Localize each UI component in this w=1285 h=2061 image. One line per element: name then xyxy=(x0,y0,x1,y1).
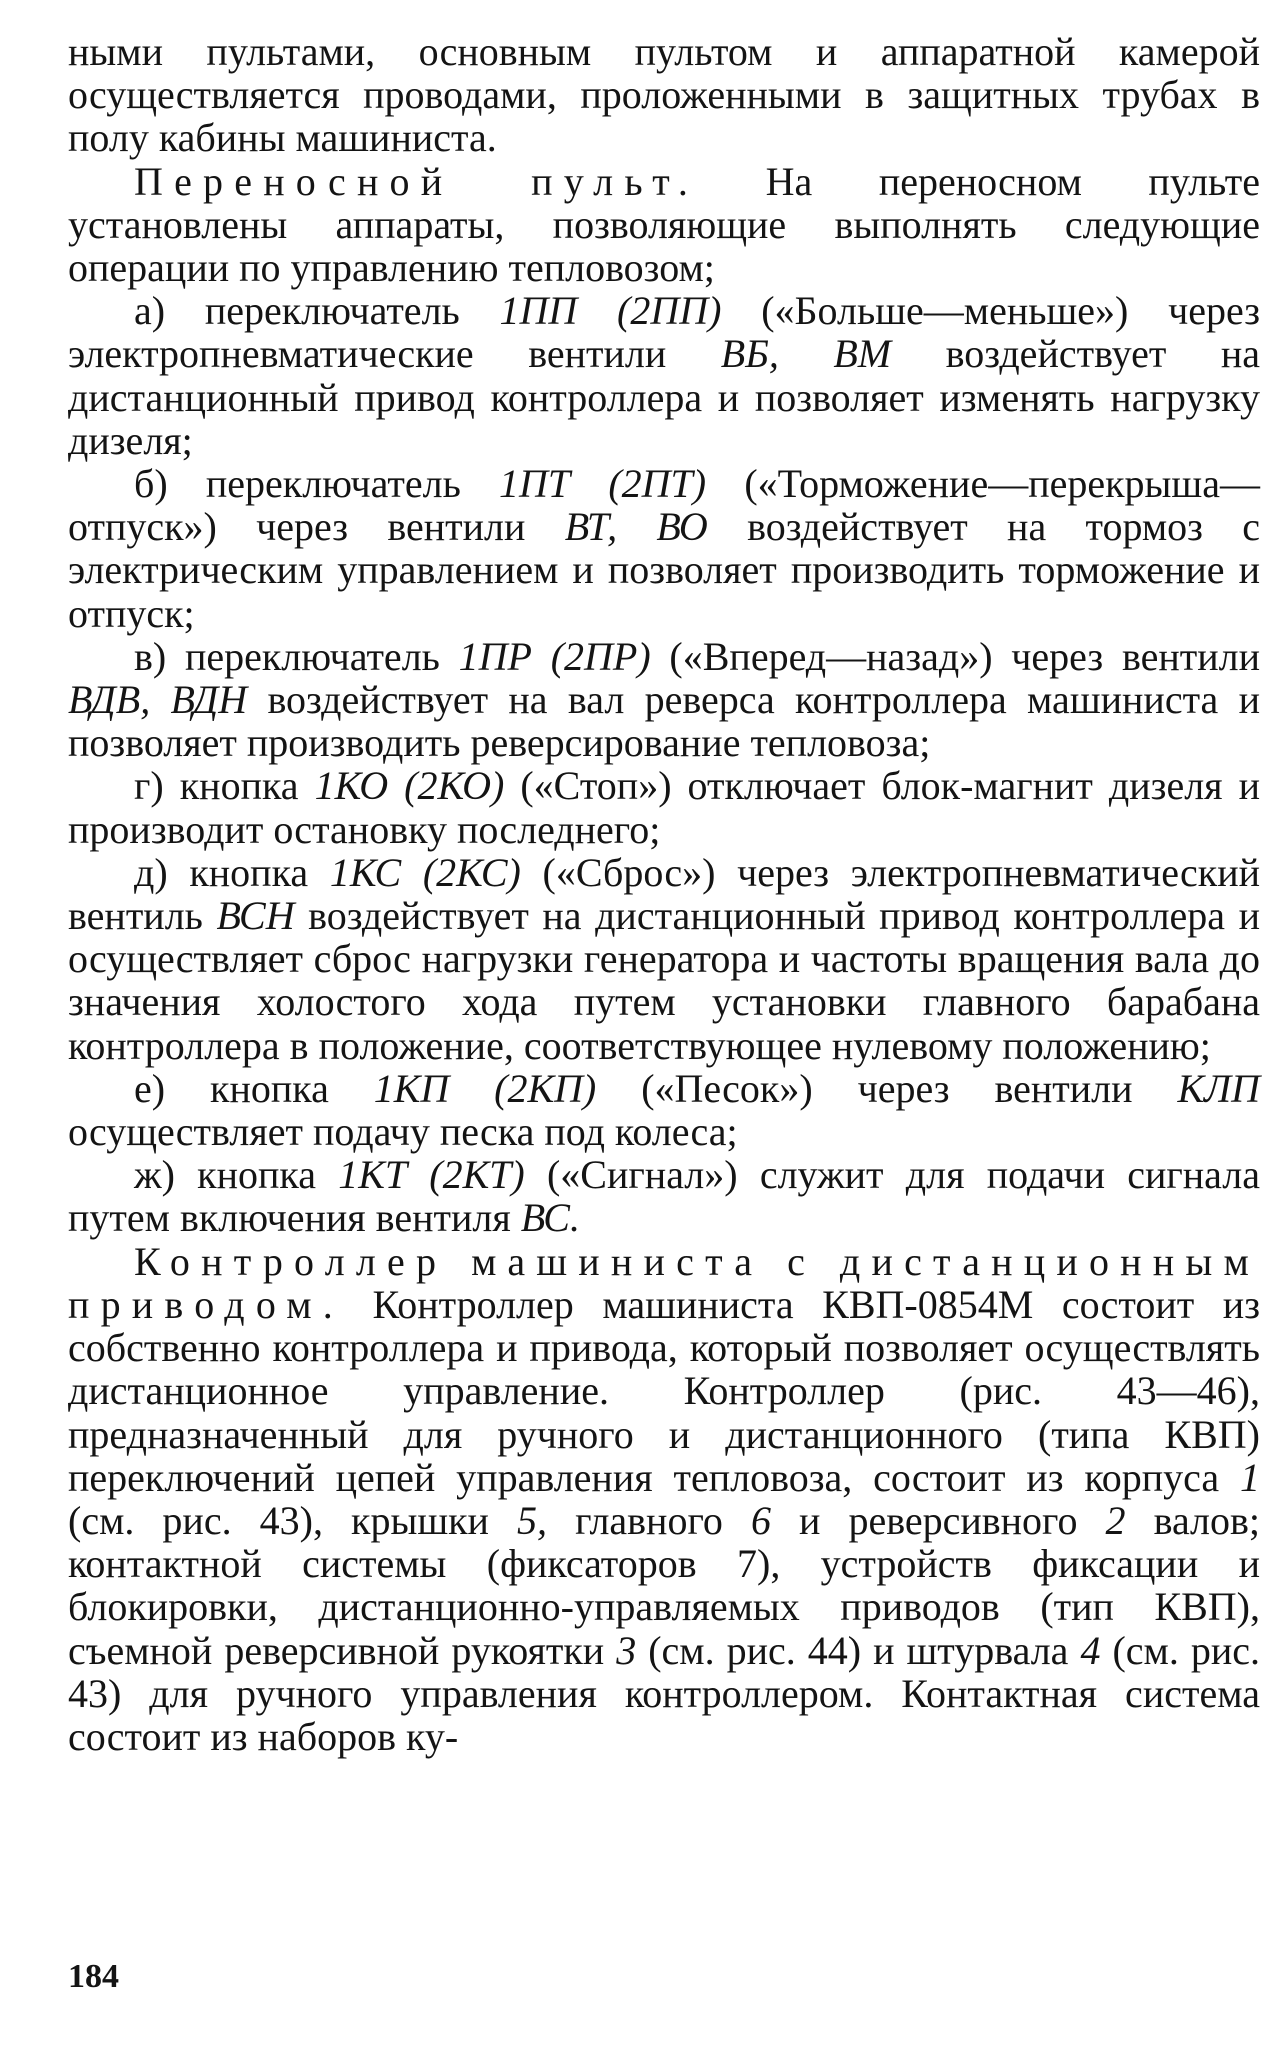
italic-ref: ВС. xyxy=(520,1195,580,1241)
text-run: а) переключатель xyxy=(134,288,500,334)
text-run: («Сброс») через электропневматический вентиль xyxy=(68,849,1261,939)
run-in-heading: Контроллер машиниста с дистанционным приводом. xyxy=(68,1238,1260,1327)
italic-ref: 1ПП (2ПП) xyxy=(499,288,722,334)
text-run: е) кнопка xyxy=(134,1065,374,1111)
text-run: б) переключатель xyxy=(134,461,500,507)
text-run: Контроллер машиниста КВП-0854М состоит из собственно контроллера и привода, который позволяет осуществлять дистанционное управление. Контроллер (рис. 43—46), предназначенный для ручного и дистанционного (типа КВП) переключений цепей управления тепловоза, состоит из корпуса xyxy=(68,1281,1260,1500)
text-run: («Стоп») отключает блок-магнит дизеля и производит остановку последнего; xyxy=(68,763,1260,852)
list-item-e xyxy=(68,1067,1260,1153)
text-run: и реверсивного xyxy=(770,1497,1106,1543)
text-run: воздействует на дистанционный привод контроллера и позволяет изменять нагрузку дизеля; xyxy=(68,331,1260,463)
italic-ref: ВБ, ВМ xyxy=(720,331,892,377)
list-item-d xyxy=(68,851,1260,1067)
paragraph-portable-panel xyxy=(68,160,1260,290)
italic-ref: ВДВ, ВДН xyxy=(68,677,248,723)
list-item-g xyxy=(68,764,1260,850)
text-run: воздействует на дистанционный привод контроллера и осуществляет сброс нагрузки генератора и частоты вращения вала до значения холостого хода путем установки главного барабана контроллера в положение, соответствующее нулевому положению; xyxy=(68,893,1260,1068)
italic-ref: 1КТ (2КТ) xyxy=(338,1152,525,1198)
text-run: («Вперед—назад») через вентили xyxy=(650,633,1261,679)
italic-ref: 3 xyxy=(616,1627,637,1673)
text-run: главного xyxy=(547,1497,751,1543)
text-run: г) кнопка xyxy=(134,763,315,809)
text-run: воздействует на вал реверса контроллера машиниста и позволяет производить реверсирование тепловоза; xyxy=(68,677,1261,766)
italic-ref: 1КП (2КП) xyxy=(373,1065,597,1111)
run-in-heading: Переносной пульт. xyxy=(134,158,700,204)
text-run: д) кнопка xyxy=(134,849,330,895)
text-run: ж) кнопка xyxy=(134,1152,339,1198)
list-item-v xyxy=(68,635,1260,765)
paragraph-controller xyxy=(68,1240,1260,1758)
list-item-a xyxy=(68,289,1260,462)
text-run: («Торможение—перекрыша—отпуск») через вентили xyxy=(68,461,1260,550)
text-run: воздействует на тормоз с электрическим управлением и позволяет производить торможение и отпуск; xyxy=(68,504,1260,636)
italic-ref: ВСН xyxy=(216,893,295,939)
text-run: На переносном пульте установлены аппараты, позволяющие выполнять следующие операции по управлению тепловозом; xyxy=(68,158,1260,291)
list-item-zh xyxy=(68,1153,1260,1239)
text-run: валов; контактной системы (фиксаторов 7), устройств фиксации и блокировки, дистанционно-управляемых приводов (тип КВП), съемной реверсивной рукоятки xyxy=(68,1497,1261,1673)
page-number: 184 xyxy=(68,1958,119,1995)
italic-ref: ВТ, ВО xyxy=(564,504,708,550)
italic-ref: КЛП xyxy=(1177,1065,1260,1111)
italic-ref: 1КО (2КО) xyxy=(314,763,505,809)
italic-ref: 6 xyxy=(750,1497,771,1543)
italic-ref: 5, xyxy=(517,1497,548,1543)
text-run: (см. рис. 44) и штурвала xyxy=(636,1627,1081,1673)
text-run: («Сигнал») служит для подачи сигнала путем включения вентиля xyxy=(68,1152,1260,1241)
text-run: ными пультами, основным пультом и аппаратной камерой осуществляется проводами, проложенными в защитных трубах в полу кабины машиниста. xyxy=(68,29,1260,161)
italic-ref: 1ПТ (2ПТ) xyxy=(499,461,707,507)
italic-ref: 1КС (2КС) xyxy=(329,849,521,895)
paragraph-continuation xyxy=(68,30,1260,160)
text-run: осуществляет подачу песка под колеса; xyxy=(68,1109,738,1155)
text-run: (см. рис. 43) для ручного управления контроллером. Контактная система состоит из наборов ку- xyxy=(68,1627,1260,1759)
page-text xyxy=(68,30,1260,1758)
text-run: («Больше—меньше») через электропневматические вентили xyxy=(68,288,1261,377)
italic-ref: 1ПР (2ПР) xyxy=(458,633,651,679)
text-run: (см. рис. 43), крышки xyxy=(68,1497,518,1543)
italic-ref: 4 xyxy=(1080,1627,1101,1673)
italic-ref: 2 xyxy=(1105,1497,1126,1543)
list-item-b xyxy=(68,462,1260,635)
text-run: в) переключатель xyxy=(134,633,459,679)
text-run: («Песок») через вентили xyxy=(596,1065,1178,1111)
italic-ref: 1 xyxy=(1240,1454,1260,1500)
